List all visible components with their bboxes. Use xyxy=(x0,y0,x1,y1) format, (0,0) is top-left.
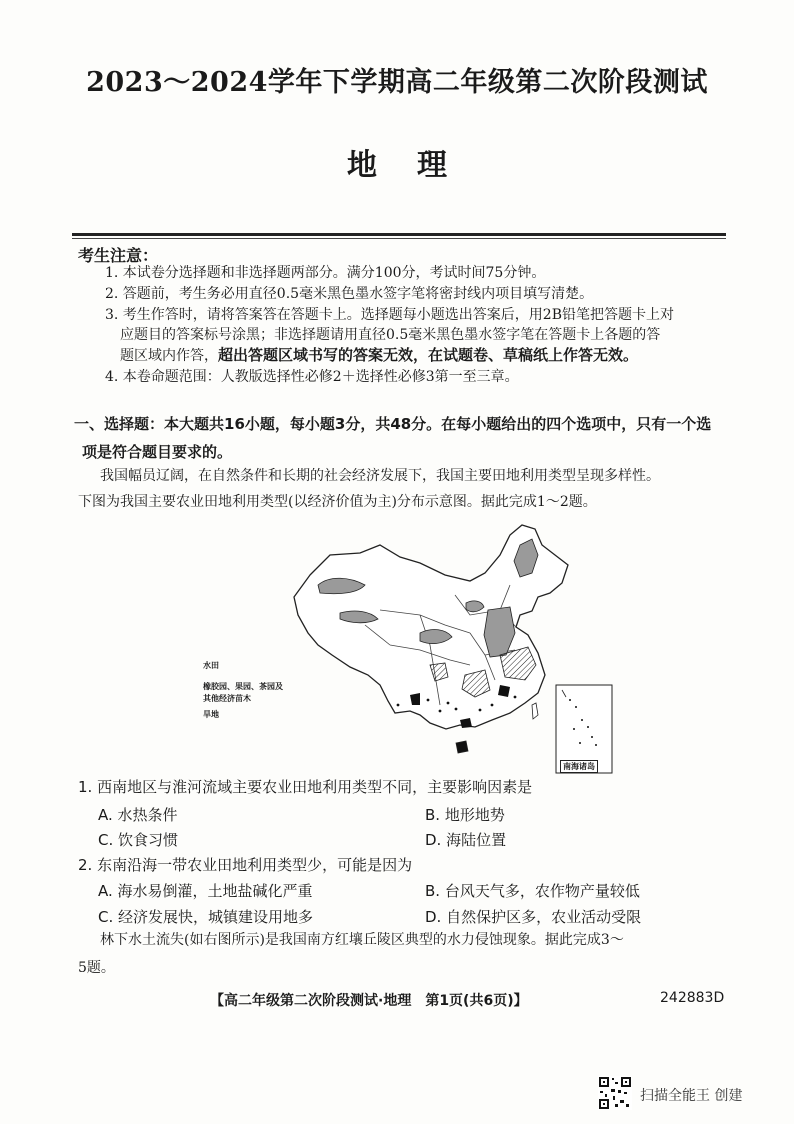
china-landuse-map xyxy=(270,515,620,780)
header-rule xyxy=(72,233,726,236)
exam-title: 2023～2024学年下学期高二年级第二次阶段测试 xyxy=(86,67,708,98)
inset-label: 南海诸岛 xyxy=(560,760,598,773)
legend-dryland-label: 旱地 xyxy=(203,710,219,719)
next-intro-line-2: 5题。 xyxy=(78,960,115,976)
q1-option-d: D. 海陆位置 xyxy=(425,831,507,849)
notice-emphasis: 超出答题区域书写的答案无效，在试题卷、草稿纸上作答无效。 xyxy=(218,346,639,364)
notice-heading: 考生注意： xyxy=(78,246,159,265)
legend-paddy-label: 水田 xyxy=(203,661,219,670)
notice-item-4: 4. 本卷命题范围：人教版选择性必修2＋选择性必修3第一至三章。 xyxy=(105,369,519,385)
scanner-watermark: 扫描全能王 创建 xyxy=(640,1088,743,1104)
notice-item-2: 2. 答题前，考生务必用直径0.5毫米黑色墨水签字笔将密封线内项目填写清楚。 xyxy=(105,286,594,302)
q2-option-a: A. 海水易倒灌，土地盐碱化严重 xyxy=(98,882,313,900)
exam-code: 242883D xyxy=(660,990,725,1006)
notice-item-3-cont2 xyxy=(120,345,725,366)
section-heading xyxy=(74,410,724,466)
legend-economic-label-2: 其他经济苗木 xyxy=(203,694,251,703)
intro-line-2: 下图为我国主要农业田地利用类型(以经济价值为主)分布示意图。据此完成1～2题。 xyxy=(78,494,597,510)
question-1-stem: 1. 西南地区与淮河流域主要农业田地利用类型不同，主要影响因素是 xyxy=(78,778,533,796)
legend-economic-label: 橡胶园、果园、茶园及 xyxy=(203,682,283,691)
notice-item-3-cont: 应题目的答案标号涂黑；非选择题请用直径0.5毫米黑色墨水签字笔在答题卡上各题的答 xyxy=(120,327,661,343)
q2-option-d: D. 自然保护区多，农业活动受限 xyxy=(425,908,642,926)
q1-option-a: A. 水热条件 xyxy=(98,806,178,824)
q1-option-c: C. 饮食习惯 xyxy=(98,831,179,849)
next-intro-line-1: 林下水土流失(如右图所示)是我国南方红壤丘陵区典型的水力侵蚀现象。据此完成3～ xyxy=(100,932,624,948)
q2-option-b: B. 台风天气多，农作物产量较低 xyxy=(425,882,640,900)
section-heading-line2: 项是符合题目要求的。 xyxy=(82,443,233,461)
notice-item-3: 3. 考生作答时，请将答案答在答题卡上。选择题每小题选出答案后，用2B铅笔把答题卡上对 xyxy=(105,307,675,323)
qr-code-icon xyxy=(598,1076,632,1110)
notice-item-3-tail: 题区域内作答， xyxy=(120,348,218,364)
section-heading-line1: 一、选择题：本大题共16小题，每小题3分，共48分。在每小题给出的四个选项中，只有一个选 xyxy=(74,415,712,433)
intro-line-1: 我国幅员辽阔，在自然条件和长期的社会经济发展下，我国主要田地利用类型呈现多样性。 xyxy=(100,468,660,484)
q1-option-b: B. 地形地势 xyxy=(425,806,505,824)
header-rule-thin xyxy=(72,238,726,239)
q2-option-c: C. 经济发展快，城镇建设用地多 xyxy=(98,908,314,926)
subject-title: 地理 xyxy=(347,148,487,183)
page-footer: 【高二年级第二次阶段测试·地理 第1页(共6页)】 xyxy=(210,993,528,1009)
notice-item-1: 1. 本试卷分选择题和非选择题两部分。满分100分，考试时间75分钟。 xyxy=(105,265,546,281)
question-2-stem: 2. 东南沿海一带农业田地利用类型少，可能是因为 xyxy=(78,856,413,874)
